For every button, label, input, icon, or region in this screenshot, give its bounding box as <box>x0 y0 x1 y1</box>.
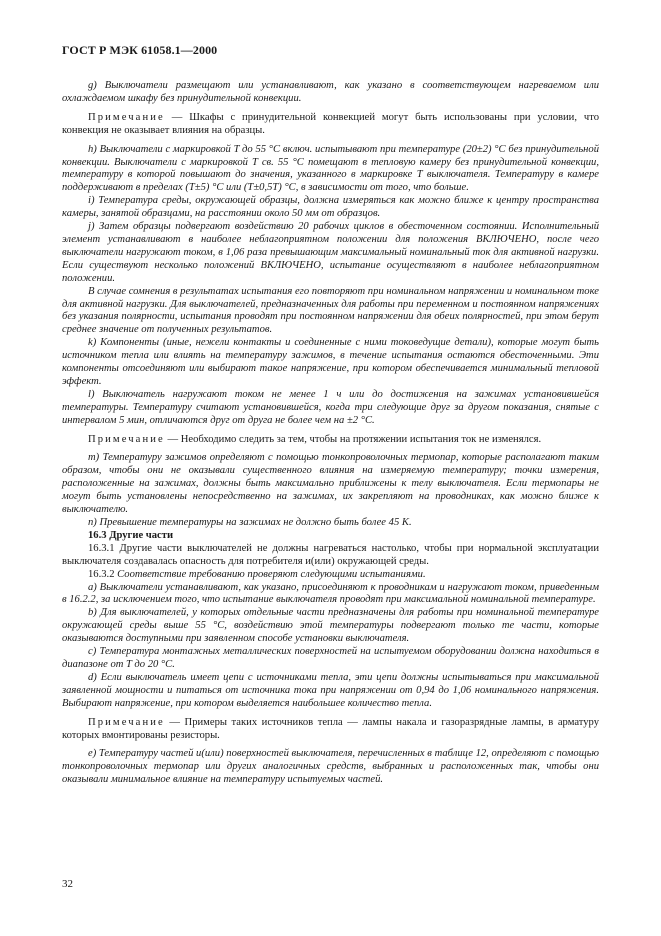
page-number: 32 <box>62 878 73 890</box>
document-body <box>62 80 599 787</box>
paragraph: a) Выключатели устанавливают, как указано, присоединяют к проводникам и нагружают током, приведенным в 16.2.2, за исключением того, что испытание выключателя проводят при максимальной номинальной температуре. <box>62 581 599 606</box>
paragraph: m) Температуру зажимов определяют с помощью тонкопроволочных термопар, которые располагают таким образом, чтобы они не оказывали существенного влияния на измеряемую температуру; точки измерения, расположенные на зажимах, должны быть максимально приближены к телу выключателя. Если термопары не могут быть установлены непосредственно на зажимах, их закрепляют на проводниках, как можно ближе к выключателю. <box>62 452 599 516</box>
note-label: Примечание <box>88 111 165 123</box>
section-heading: 16.3 Другие части <box>88 529 174 541</box>
paragraph: n) Превышение температуры на зажимах не должно быть более 45 K. <box>88 517 412 528</box>
paragraph-emphasis: Соответствие требованию проверяют следующими испытаниями. <box>117 568 426 580</box>
note-label: Примечание <box>88 716 165 728</box>
paragraph: d) Если выключатель имеет цепи с источниками тепла, эти цепи должны испытываться при максимальной заявленной мощности и питаться от источника тока при напряжении от 0,94 до 1,06 номинального напряжения. Выбирают напряжение, при котором выделяется наибольшее количество тепла. <box>62 671 599 709</box>
paragraph-text: 16.3.2 <box>88 568 118 580</box>
note-text: — Необходимо следить за тем, чтобы на протяжении испытания ток не изменялся. <box>164 433 542 445</box>
note-paragraph <box>62 717 599 743</box>
document-header: ГОСТ Р МЭК 61058.1—2000 <box>62 43 218 57</box>
paragraph <box>62 543 599 569</box>
note-paragraph <box>62 112 599 138</box>
note-text: — Примеры таких источников тепла — лампы накала и газоразрядные лампы, в арматуру которых вмонтированы резисторы. <box>62 716 599 741</box>
note-paragraph <box>62 434 599 447</box>
paragraph: k) Компоненты (иные, нежели контакты и соединенные с ними токоведущие детали), которые могут быть источником тепла или влиять на температуру зажимов, в течение испытания остаются обесточенными. Эти компоненты отсоединяют или выбирают такое напряжение, при котором обеспечивается минимальный тепловой эффект. <box>62 337 599 387</box>
paragraph: e) Температуру частей и(или) поверхностей выключателя, перечисленных в таблице 12, определяют с помощью тонкопроволочных термопар или других аналогичных средств, выбранных и расположенных так, чтобы они оказывали минимальное влияние на температуру испытуемых частей. <box>62 748 599 786</box>
paragraph: b) Для выключателей, у которых отдельные части предназначены для работы при номинальной температуре окружающей среды выше 55 °С, воздействию этой температуры подвергают только те части, которые оказываются доступными при заявленном способе установки выключателя. <box>62 607 599 645</box>
document-page <box>62 43 599 787</box>
paragraph: В случае сомнения в результатах испытания его повторяют при номинальном напряжении и номинальном токе для активной нагрузки. Для выключателей, предназначенных для работы при переменном и постоянном напряжениях без указания полярности, испытания проводят при постоянном напряжении для обеих полярностей, при этом берут среднее значение от полученных результатов. <box>62 285 599 336</box>
paragraph: g) Выключатели размещают или устанавливают, как указано в соответствующем нагреваемом или охлаждаемом шкафу без принудительной конвекции. <box>62 80 599 104</box>
paragraph-text: 16.3.1 Другие части выключателей не должны нагреваться настолько, чтобы при нормальной эксплуатации выключателя создавалась опасность для потребителя и(или) окружающей среды. <box>62 542 599 567</box>
paragraph: h) Выключатели с маркировкой T до 55 °С включ. испытывают при температуре (20±2) °С без принудительной конвекции. Выключатели с маркировкой T св. 55 °С помещают в тепловую камеру без принудительной конвекции, температуру в которой повышают до значения, указанного в маркировке T выключателя. Температуру в камере поддерживают в пределах (T±5) °С или (T±0,5T) °С, в зависимости от того, что больше. <box>62 143 599 194</box>
paragraph: l) Выключатель нагружают током не менее 1 ч или до достижения на зажимах установившейся температуры. Температуру считают установившейся, когда три следующие друг за другом показания, снятые с интервалом 5 мин, отличаются друг от друга не более чем на ±2 °С. <box>62 388 599 426</box>
paragraph <box>62 569 599 582</box>
paragraph: i) Температура среды, окружающей образцы, должна измеряться как можно ближе к центру пространства камеры, занятой образцами, на расстоянии около 50 мм от образцов. <box>62 195 599 220</box>
paragraph: c) Температура монтажных металлических поверхностей на испытуемом оборудовании должна находиться в диапазоне от T до 20 °С. <box>62 646 599 670</box>
note-text: — Шкафы с принудительной конвекцией могут быть использованы при условии, что конвекция не оказывает влияния на образцы. <box>62 111 599 136</box>
paragraph: j) Затем образцы подвергают воздействию 20 рабочих циклов в обесточенном состоянии. Исполнительный элемент устанавливают в наиболее неблагоприятном положении для положения ВКЛЮЧЕНО, после чего выключатели нагружают током, в 1,06 раза превышающим максимальный номинальный ток для активной нагрузки. Если существуют несколько положений ВКЛЮЧЕНО, испытание осуществляют в наиболее неблагоприятном положении. <box>62 221 599 284</box>
note-label: Примечание <box>88 433 165 445</box>
